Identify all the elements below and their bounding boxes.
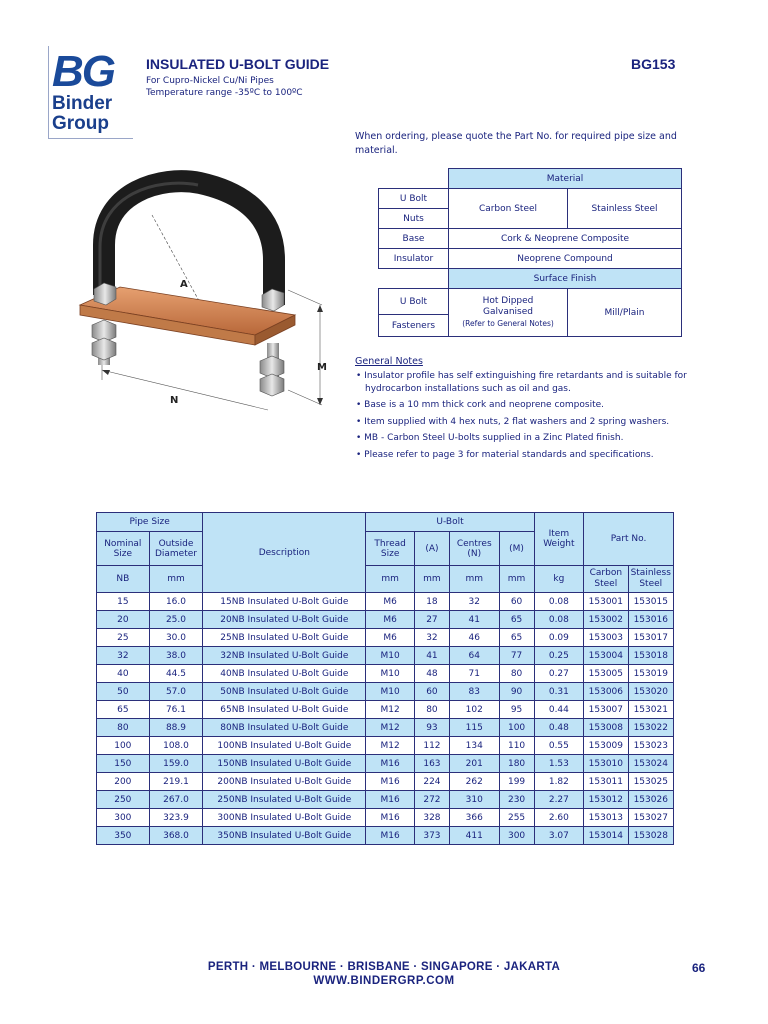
cell-nominal-size: 65 xyxy=(97,701,150,719)
header-u-bolt: U-Bolt xyxy=(366,513,534,532)
cell-thread-size: M6 xyxy=(366,611,415,629)
cell-m: 80 xyxy=(499,665,534,683)
cell-nominal-size: 25 xyxy=(97,629,150,647)
cell-a: 48 xyxy=(414,665,449,683)
cell-weight: 0.48 xyxy=(534,719,584,737)
header-stainless-steel: Stainless Steel xyxy=(628,566,673,593)
cell-centres: 134 xyxy=(449,737,499,755)
note-item: • Base is a 10 mm thick cork and neoprene composite. xyxy=(356,400,605,410)
note-item: • Please refer to page 3 for material standards and specifications. xyxy=(356,449,654,460)
dimension-n-label: N xyxy=(170,395,179,406)
cell-part-stainless: 153025 xyxy=(628,773,673,791)
row-label-ubolt: U Bolt xyxy=(379,189,449,209)
cell-a: 328 xyxy=(414,809,449,827)
cell-centres: 71 xyxy=(449,665,499,683)
cell-outside-diameter: 25.0 xyxy=(149,611,203,629)
cell-a: 27 xyxy=(414,611,449,629)
cell-a: 93 xyxy=(414,719,449,737)
material-header: Material xyxy=(449,169,682,189)
cell-outside-diameter: 108.0 xyxy=(149,737,203,755)
cell-description: 300NB Insulated U-Bolt Guide xyxy=(203,809,366,827)
cell-description: 80NB Insulated U-Bolt Guide xyxy=(203,719,366,737)
cell-m: 90 xyxy=(499,683,534,701)
cell-part-stainless: 153026 xyxy=(628,791,673,809)
footer-cities: PERTH · MELBOURNE · BRISBANE · SINGAPORE · JAKARTA xyxy=(207,961,561,973)
table-row xyxy=(97,809,674,827)
table-row xyxy=(97,719,674,737)
cell-nominal-size: 32 xyxy=(97,647,150,665)
header-outside-diameter: Outside Diameter xyxy=(149,532,203,566)
unit-mm: mm xyxy=(499,566,534,593)
cell-part-carbon: 153013 xyxy=(584,809,628,827)
cell-thread-size: M10 xyxy=(366,683,415,701)
row-label-base: Base xyxy=(379,229,449,249)
cell-part-stainless: 153022 xyxy=(628,719,673,737)
cell-description: 200NB Insulated U-Bolt Guide xyxy=(203,773,366,791)
cell-outside-diameter: 219.1 xyxy=(149,773,203,791)
row-label-nuts: Nuts xyxy=(379,209,449,229)
cell-thread-size: M6 xyxy=(366,629,415,647)
hot-dipped-galvanised-cell xyxy=(449,289,568,337)
cell-description: 350NB Insulated U-Bolt Guide xyxy=(203,827,366,845)
specification-table xyxy=(96,512,674,845)
cell-weight: 0.09 xyxy=(534,629,584,647)
mill-plain-cell: Mill/Plain xyxy=(568,289,682,337)
header-item-weight: Item Weight xyxy=(534,513,584,566)
cell-part-carbon: 153012 xyxy=(584,791,628,809)
cell-part-stainless: 153020 xyxy=(628,683,673,701)
cell-centres: 262 xyxy=(449,773,499,791)
cell-centres: 46 xyxy=(449,629,499,647)
cell-weight: 0.55 xyxy=(534,737,584,755)
cell-part-carbon: 153003 xyxy=(584,629,628,647)
cell-description: 40NB Insulated U-Bolt Guide xyxy=(203,665,366,683)
cell-part-carbon: 153004 xyxy=(584,647,628,665)
cell-outside-diameter: 368.0 xyxy=(149,827,203,845)
note-item: • Insulator profile has self extinguishing fire retardants and is suitable for hydrocarbon installations such as oil and gas. xyxy=(356,371,687,394)
cell-a: 373 xyxy=(414,827,449,845)
cell-nominal-size: 40 xyxy=(97,665,150,683)
cell-thread-size: M12 xyxy=(366,737,415,755)
cell-m: 65 xyxy=(499,611,534,629)
cell-description: 20NB Insulated U-Bolt Guide xyxy=(203,611,366,629)
cell-centres: 32 xyxy=(449,593,499,611)
footer-website: WWW.BINDERGRP.COM xyxy=(313,975,455,987)
table-row xyxy=(97,791,674,809)
cell-outside-diameter: 16.0 xyxy=(149,593,203,611)
cell-part-carbon: 153011 xyxy=(584,773,628,791)
cell-a: 32 xyxy=(414,629,449,647)
cell-part-stainless: 153018 xyxy=(628,647,673,665)
unit-mm: mm xyxy=(449,566,499,593)
cell-a: 41 xyxy=(414,647,449,665)
cell-thread-size: M16 xyxy=(366,827,415,845)
ordering-note: When ordering, please quote the Part No. for required pipe size and material. xyxy=(355,131,677,156)
row-label-fasteners: Fasteners xyxy=(379,315,449,337)
cell-thread-size: M16 xyxy=(366,773,415,791)
cell-weight: 0.31 xyxy=(534,683,584,701)
header-a: (A) xyxy=(414,532,449,566)
cell-m: 230 xyxy=(499,791,534,809)
cell-a: 163 xyxy=(414,755,449,773)
table-row xyxy=(97,593,674,611)
table-row xyxy=(97,647,674,665)
cell-centres: 411 xyxy=(449,827,499,845)
cell-nominal-size: 250 xyxy=(97,791,150,809)
cell-m: 77 xyxy=(499,647,534,665)
cell-nominal-size: 15 xyxy=(97,593,150,611)
cell-centres: 201 xyxy=(449,755,499,773)
cell-outside-diameter: 76.1 xyxy=(149,701,203,719)
row-label-insulator: Insulator xyxy=(379,249,449,269)
cell-part-stainless: 153019 xyxy=(628,665,673,683)
dimension-a-label: A xyxy=(180,279,188,290)
cell-thread-size: M16 xyxy=(366,809,415,827)
page-title: INSULATED U-BOLT GUIDE xyxy=(146,56,330,72)
cell-thread-size: M12 xyxy=(366,701,415,719)
cell-thread-size: M12 xyxy=(366,719,415,737)
surface-finish-header: Surface Finish xyxy=(449,269,682,289)
unit-mm: mm xyxy=(149,566,203,593)
table-row xyxy=(97,629,674,647)
cell-thread-size: M10 xyxy=(366,665,415,683)
cell-outside-diameter: 44.5 xyxy=(149,665,203,683)
table-row xyxy=(97,755,674,773)
base-value: Cork & Neoprene Composite xyxy=(449,229,682,249)
unit-nb: NB xyxy=(97,566,150,593)
cell-nominal-size: 350 xyxy=(97,827,150,845)
cell-part-carbon: 153009 xyxy=(584,737,628,755)
insulator-value: Neoprene Compound xyxy=(449,249,682,269)
table-row xyxy=(97,827,674,845)
table-row xyxy=(97,737,674,755)
cell-outside-diameter: 159.0 xyxy=(149,755,203,773)
cell-a: 18 xyxy=(414,593,449,611)
cell-centres: 115 xyxy=(449,719,499,737)
header-part-no: Part No. xyxy=(584,513,674,566)
cell-a: 272 xyxy=(414,791,449,809)
cell-description: 250NB Insulated U-Bolt Guide xyxy=(203,791,366,809)
table-row xyxy=(97,611,674,629)
u-bolt-guide-drawing xyxy=(60,165,345,440)
cell-part-stainless: 153016 xyxy=(628,611,673,629)
cell-outside-diameter: 267.0 xyxy=(149,791,203,809)
cell-thread-size: M16 xyxy=(366,755,415,773)
cell-m: 199 xyxy=(499,773,534,791)
cell-part-carbon: 153014 xyxy=(584,827,628,845)
logo-frame xyxy=(48,46,133,139)
note-item: • MB - Carbon Steel U-bolts supplied in a Zinc Plated finish. xyxy=(356,433,624,443)
product-code: BG153 xyxy=(631,56,676,72)
hdg-line-2: Galvanised xyxy=(483,307,533,317)
cell-outside-diameter: 38.0 xyxy=(149,647,203,665)
cell-outside-diameter: 57.0 xyxy=(149,683,203,701)
dimension-m-label: M xyxy=(317,362,327,373)
cell-centres: 310 xyxy=(449,791,499,809)
cell-part-stainless: 153027 xyxy=(628,809,673,827)
cell-part-carbon: 153006 xyxy=(584,683,628,701)
cell-m: 95 xyxy=(499,701,534,719)
cell-outside-diameter: 30.0 xyxy=(149,629,203,647)
table-row xyxy=(97,701,674,719)
cell-weight: 2.60 xyxy=(534,809,584,827)
cell-part-stainless: 153028 xyxy=(628,827,673,845)
cell-part-carbon: 153005 xyxy=(584,665,628,683)
cell-nominal-size: 150 xyxy=(97,755,150,773)
cell-thread-size: M10 xyxy=(366,647,415,665)
unit-kg: kg xyxy=(534,566,584,593)
cell-m: 110 xyxy=(499,737,534,755)
logo-mark: BG xyxy=(52,47,114,96)
cell-part-stainless: 153017 xyxy=(628,629,673,647)
carbon-steel-cell: Carbon Steel xyxy=(449,189,568,229)
header-thread-size: Thread Size xyxy=(366,532,415,566)
cell-weight: 0.25 xyxy=(534,647,584,665)
cell-m: 300 xyxy=(499,827,534,845)
cell-part-stainless: 153021 xyxy=(628,701,673,719)
cell-a: 112 xyxy=(414,737,449,755)
logo-word-group: Group xyxy=(52,113,109,134)
cell-part-carbon: 153002 xyxy=(584,611,628,629)
cell-m: 255 xyxy=(499,809,534,827)
cell-part-stainless: 153023 xyxy=(628,737,673,755)
cell-part-carbon: 153007 xyxy=(584,701,628,719)
cell-weight: 3.07 xyxy=(534,827,584,845)
cell-description: 50NB Insulated U-Bolt Guide xyxy=(203,683,366,701)
cell-description: 15NB Insulated U-Bolt Guide xyxy=(203,593,366,611)
cell-part-stainless: 153015 xyxy=(628,593,673,611)
hdg-line-3: (Refer to General Notes) xyxy=(462,319,554,328)
cell-part-carbon: 153010 xyxy=(584,755,628,773)
cell-description: 65NB Insulated U-Bolt Guide xyxy=(203,701,366,719)
cell-description: 100NB Insulated U-Bolt Guide xyxy=(203,737,366,755)
table-row xyxy=(97,773,674,791)
cell-weight: 0.27 xyxy=(534,665,584,683)
cell-nominal-size: 20 xyxy=(97,611,150,629)
cell-part-stainless: 153024 xyxy=(628,755,673,773)
header-nominal-size: Nominal Size xyxy=(97,532,150,566)
cell-weight: 0.08 xyxy=(534,611,584,629)
header-m: (M) xyxy=(499,532,534,566)
cell-a: 60 xyxy=(414,683,449,701)
cell-a: 80 xyxy=(414,701,449,719)
general-notes-heading: General Notes xyxy=(355,356,423,367)
unit-mm: mm xyxy=(366,566,415,593)
cell-part-carbon: 153001 xyxy=(584,593,628,611)
cell-thread-size: M6 xyxy=(366,593,415,611)
cell-centres: 41 xyxy=(449,611,499,629)
cell-description: 25NB Insulated U-Bolt Guide xyxy=(203,629,366,647)
page-number: 66 xyxy=(692,961,706,975)
cell-nominal-size: 50 xyxy=(97,683,150,701)
specification-rows xyxy=(97,593,674,845)
note-item: • Item supplied with 4 hex nuts, 2 flat washers and 2 spring washers. xyxy=(356,416,670,427)
cell-weight: 1.82 xyxy=(534,773,584,791)
cell-description: 32NB Insulated U-Bolt Guide xyxy=(203,647,366,665)
general-notes-list xyxy=(355,370,700,465)
header-centres: Centres (N) xyxy=(449,532,499,566)
unit-mm: mm xyxy=(414,566,449,593)
cell-weight: 1.53 xyxy=(534,755,584,773)
cell-centres: 102 xyxy=(449,701,499,719)
cell-part-carbon: 153008 xyxy=(584,719,628,737)
binder-group-logo xyxy=(52,47,134,140)
header-pipe-size: Pipe Size xyxy=(97,513,203,532)
cell-m: 65 xyxy=(499,629,534,647)
table-row xyxy=(97,665,674,683)
cell-centres: 83 xyxy=(449,683,499,701)
stainless-steel-cell: Stainless Steel xyxy=(568,189,682,229)
cell-centres: 366 xyxy=(449,809,499,827)
cell-weight: 0.44 xyxy=(534,701,584,719)
cell-m: 60 xyxy=(499,593,534,611)
cell-weight: 0.08 xyxy=(534,593,584,611)
cell-description: 150NB Insulated U-Bolt Guide xyxy=(203,755,366,773)
cell-centres: 64 xyxy=(449,647,499,665)
table-row xyxy=(97,683,674,701)
row-label-ubolt-finish: U Bolt xyxy=(379,289,449,315)
subtitle-temperature: Temperature range -35ºC to 100ºC xyxy=(146,88,303,98)
cell-nominal-size: 100 xyxy=(97,737,150,755)
cell-outside-diameter: 88.9 xyxy=(149,719,203,737)
cell-nominal-size: 200 xyxy=(97,773,150,791)
material-table xyxy=(378,168,682,337)
cell-outside-diameter: 323.9 xyxy=(149,809,203,827)
header-carbon-steel: Carbon Steel xyxy=(584,566,628,593)
cell-weight: 2.27 xyxy=(534,791,584,809)
subtitle-application: For Cupro-Nickel Cu/Ni Pipes xyxy=(146,76,274,86)
logo-word-binder: Binder xyxy=(52,93,113,114)
cell-nominal-size: 80 xyxy=(97,719,150,737)
cell-m: 180 xyxy=(499,755,534,773)
cell-a: 224 xyxy=(414,773,449,791)
header-description: Description xyxy=(203,513,366,593)
cell-nominal-size: 300 xyxy=(97,809,150,827)
hdg-line-1: Hot Dipped xyxy=(482,296,534,306)
cell-thread-size: M16 xyxy=(366,791,415,809)
cell-m: 100 xyxy=(499,719,534,737)
